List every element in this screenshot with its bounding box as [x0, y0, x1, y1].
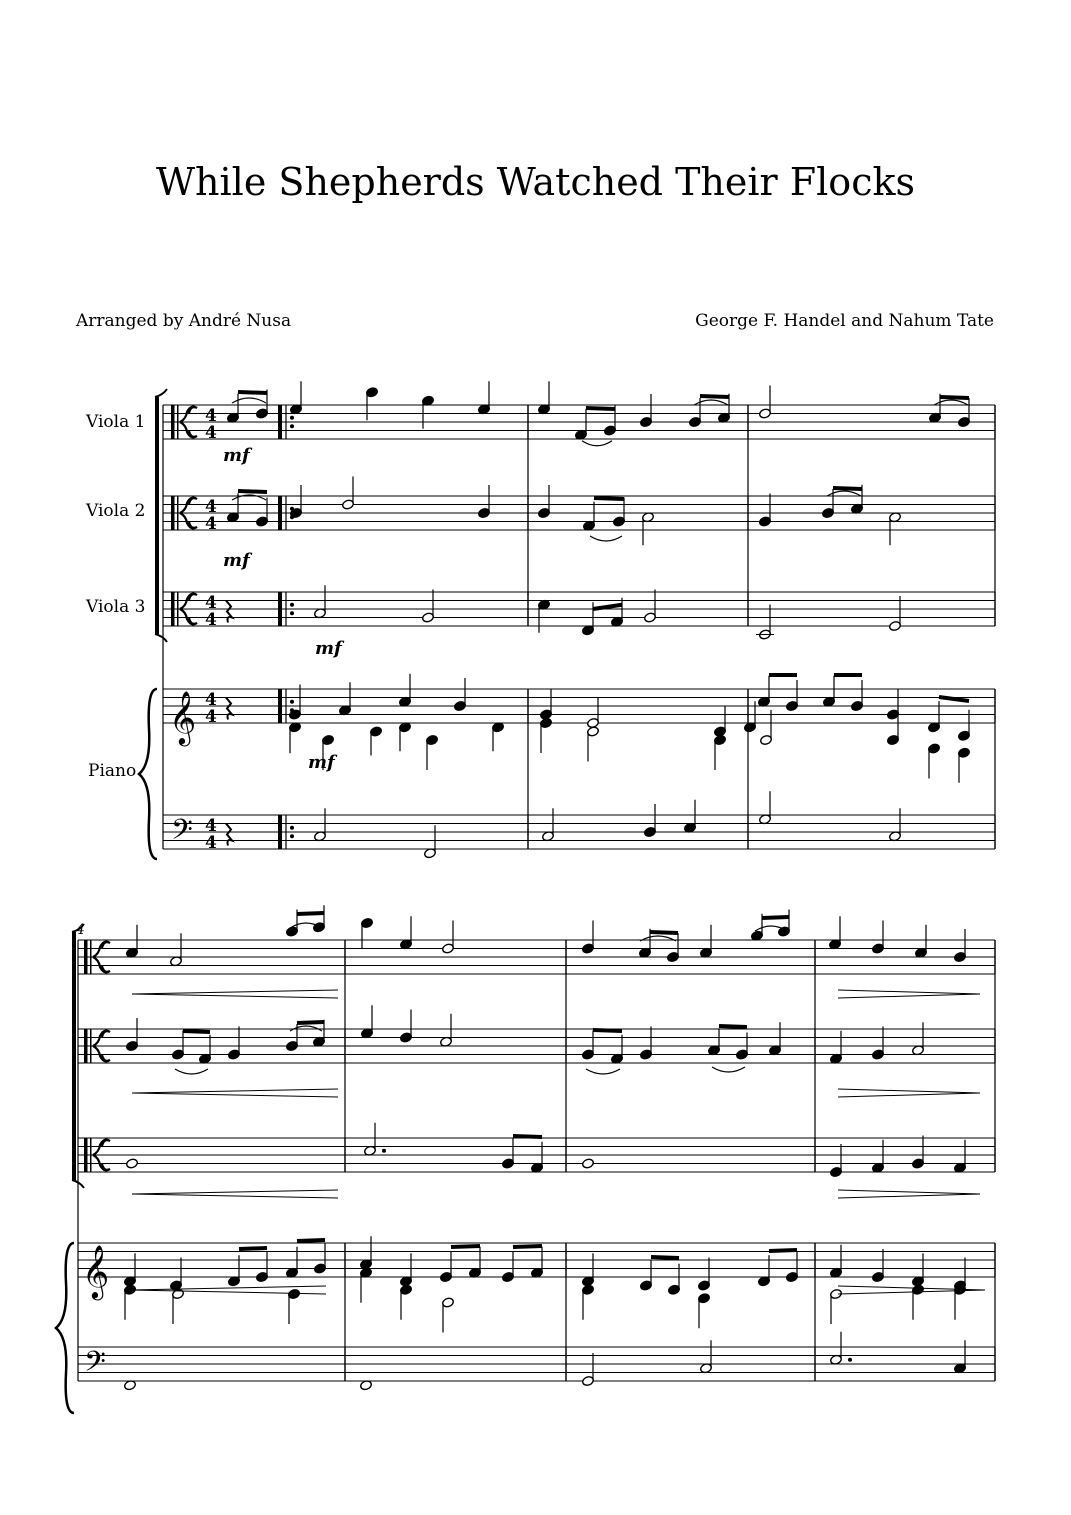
- beam: [651, 1257, 679, 1258]
- time-signature: 4: [205, 514, 217, 534]
- dynamic-mf: mf: [315, 638, 342, 659]
- decrescendo-hairpin: [838, 990, 980, 994]
- repeat-dot: [290, 611, 294, 615]
- time-signature: 4: [205, 610, 217, 630]
- dynamic-mf: mf: [223, 550, 250, 571]
- repeat-dot: [290, 603, 294, 607]
- beam: [700, 396, 729, 397]
- time-signature: 4: [205, 816, 217, 836]
- crescendo-hairpin: [132, 1089, 338, 1093]
- alto-clef-icon: [90, 1138, 92, 1172]
- beam: [719, 1026, 747, 1027]
- slur: [827, 491, 861, 496]
- notehead: [582, 1158, 595, 1169]
- treble-clef-icon: 𝄞: [169, 690, 197, 744]
- beam: [183, 1031, 210, 1032]
- alto-clef-icon: [177, 592, 179, 626]
- alto-clef-icon: [171, 592, 175, 626]
- slur: [175, 1069, 208, 1074]
- crescendo-hairpin: [132, 1190, 338, 1194]
- instrument-label-viola-3: Viola 3: [86, 597, 146, 617]
- beam: [297, 1240, 325, 1241]
- crescendo-hairpin: [132, 1194, 338, 1198]
- crescendo-hairpin: [132, 994, 338, 998]
- decrescendo-hairpin: [838, 1093, 980, 1097]
- slur: [590, 536, 622, 541]
- beam: [451, 1246, 480, 1247]
- slur: [934, 400, 968, 405]
- piano-brace: [139, 689, 157, 859]
- beam: [238, 392, 267, 393]
- slur: [586, 1069, 620, 1074]
- beam: [297, 1022, 324, 1023]
- beam: [833, 488, 862, 489]
- system-bracket: [155, 634, 167, 642]
- beam: [769, 1250, 797, 1251]
- repeat-dot: [290, 700, 294, 704]
- quarter-rest-icon: [226, 601, 232, 623]
- beam: [594, 498, 624, 499]
- alto-clef-icon: [177, 496, 179, 530]
- system-bracket: [155, 389, 167, 397]
- quarter-rest-icon: [226, 698, 232, 720]
- dot: [848, 1358, 852, 1362]
- slur: [232, 398, 266, 403]
- crescendo-hairpin: [132, 990, 338, 994]
- beam: [238, 491, 267, 492]
- score-title: While Shepherds Watched Their Flocks: [156, 160, 915, 204]
- alto-clef-icon: [84, 1138, 88, 1172]
- bass-clef-icon: 𝄢: [171, 813, 193, 854]
- arranger-credit: Arranged by André Nusa: [76, 311, 292, 331]
- repeat-dot: [290, 834, 294, 838]
- slur: [694, 400, 728, 405]
- beam: [593, 605, 622, 609]
- alto-clef-icon: [90, 940, 92, 974]
- time-signature: 4: [205, 497, 217, 517]
- time-signature: 4: [205, 833, 217, 853]
- instrument-label-viola-2: Viola 2: [86, 501, 146, 521]
- slur: [712, 1067, 745, 1072]
- repeat-dot: [290, 416, 294, 420]
- alto-clef-icon: [90, 1029, 92, 1063]
- time-signature: 4: [205, 707, 217, 727]
- alto-clef-icon: [171, 496, 175, 530]
- beam: [513, 1136, 542, 1137]
- decrescendo-hairpin: [838, 1190, 980, 1194]
- beam: [297, 913, 324, 914]
- alto-clef-icon: [84, 1029, 88, 1063]
- dot: [382, 1149, 386, 1153]
- decrescendo-hairpin: [838, 1194, 980, 1198]
- beam: [239, 1248, 267, 1249]
- instrument-label-piano: Piano: [88, 761, 137, 781]
- crescendo-hairpin: [132, 1093, 338, 1097]
- piano-brace: [56, 1243, 74, 1413]
- beam: [940, 397, 969, 398]
- treble-clef-icon: 𝄞: [82, 1244, 110, 1298]
- dynamic-mf: mf: [308, 752, 335, 773]
- beam: [586, 408, 615, 409]
- composer-credit: George F. Handel and Nahum Tate: [695, 311, 994, 331]
- time-signature: 4: [205, 593, 217, 613]
- alto-clef-icon: [171, 405, 175, 439]
- measure-number: 4: [76, 922, 85, 938]
- instrument-label-viola-1: Viola 1: [86, 412, 146, 432]
- quarter-rest-icon: [226, 824, 232, 846]
- decrescendo-hairpin: [838, 994, 980, 998]
- dynamic-mf: mf: [223, 445, 250, 466]
- beam: [513, 1246, 542, 1247]
- alto-clef-icon: [84, 940, 88, 974]
- notehead: [126, 1158, 139, 1169]
- beam: [762, 917, 789, 918]
- alto-clef-icon: [177, 405, 179, 439]
- slur: [582, 441, 612, 446]
- time-signature: 4: [205, 690, 217, 710]
- repeat-dot: [290, 424, 294, 428]
- time-signature: 4: [205, 423, 217, 443]
- bass-clef-icon: 𝄢: [84, 1345, 106, 1386]
- decrescendo-hairpin: [838, 1089, 980, 1093]
- beam: [650, 932, 678, 933]
- system-bracket: [72, 924, 84, 932]
- beam: [593, 1030, 622, 1031]
- time-signature: 4: [205, 406, 217, 426]
- repeat-dot: [290, 826, 294, 830]
